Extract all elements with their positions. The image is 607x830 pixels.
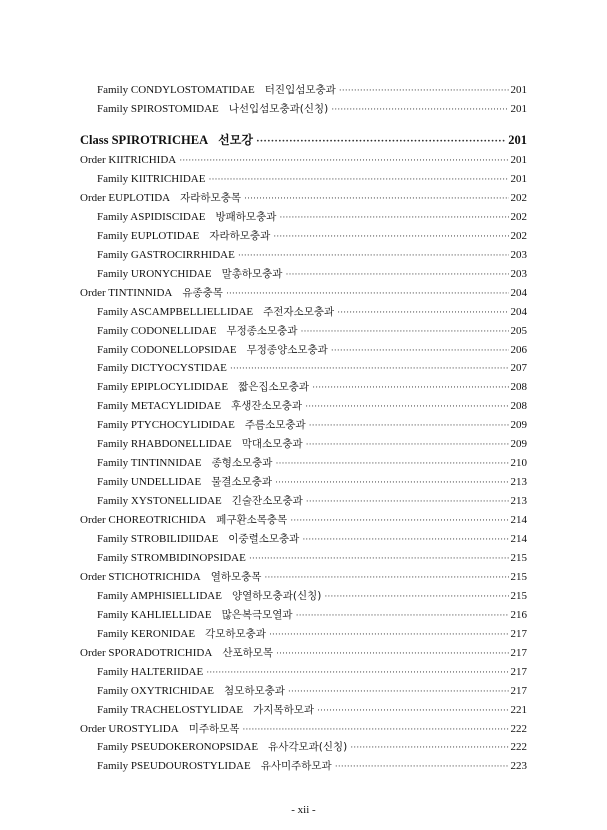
dot-leader [230, 361, 509, 375]
toc-entry-family[interactable] [97, 684, 527, 698]
dot-leader [306, 494, 509, 508]
page-number: 210 [510, 457, 527, 470]
page-number: 217 [510, 684, 527, 697]
dot-leader [249, 551, 509, 565]
page-number: 214 [510, 533, 527, 545]
toc-entry-order[interactable] [80, 570, 527, 584]
taxon-latin-name: Order TINTINNIDA [80, 286, 173, 299]
dot-leader [288, 684, 509, 698]
page-number: 209 [510, 419, 527, 432]
taxon-latin-name: Family RHABDONELLIDAE [97, 438, 232, 451]
taxon-korean-name: 산포하모목 [222, 646, 274, 659]
taxon-korean-name: 후생잔소모충과 [231, 400, 303, 413]
page-number: 216 [510, 608, 527, 621]
taxon-korean-name: 유종충목 [182, 286, 223, 299]
toc-entry-title [97, 759, 332, 773]
toc-entry-title [97, 343, 328, 357]
toc-entry-title [97, 551, 246, 565]
toc-entry-title [97, 608, 293, 622]
page-number: 213 [510, 495, 527, 508]
dot-leader [275, 475, 508, 489]
dot-leader [279, 210, 508, 224]
dot-leader [302, 532, 508, 546]
taxon-latin-name: Family UNDELLIDAE [97, 476, 202, 489]
page-number: 222 [510, 722, 527, 735]
dot-leader [309, 418, 509, 432]
dot-leader [275, 456, 508, 470]
toc-entry-family[interactable] [97, 759, 527, 773]
page-number: 221 [510, 703, 527, 716]
page-number: 209 [510, 438, 527, 451]
toc-entry-title [97, 740, 347, 754]
taxon-latin-name: Family GASTROCIRRHIDAE [97, 248, 235, 261]
page-number: 201 [510, 154, 527, 166]
page-number: 203 [510, 267, 527, 280]
taxon-latin-name: Family SPIROSTOMIDAE [97, 103, 219, 115]
taxon-latin-name: Family XYSTONELLIDAE [97, 495, 222, 508]
toc-entry-family[interactable] [97, 551, 527, 565]
toc-entry-title [97, 229, 270, 243]
toc-entry-title [97, 456, 272, 470]
taxon-korean-name: 많은복극모열과 [221, 608, 293, 621]
dot-leader [300, 324, 508, 338]
toc-entry-title [97, 627, 266, 641]
taxon-korean-name: 각모하모충과 [205, 627, 266, 640]
page-number: 205 [510, 324, 527, 337]
taxon-latin-name: Family EPIPLOCYLIDIDAE [97, 381, 229, 394]
taxon-korean-name: 자라하모충과 [209, 229, 271, 242]
dot-leader [317, 703, 508, 717]
taxon-latin-name: Family PSEUDOUROSTYLIDAE [97, 760, 251, 773]
taxon-korean-name: 짧은집소모충과 [238, 381, 310, 394]
toc-entry-order[interactable] [80, 722, 527, 736]
taxon-latin-name: Family EUPLOTIDAE [97, 229, 200, 242]
toc-entry-title [97, 324, 297, 338]
toc-entry-title [97, 589, 321, 603]
dot-leader [179, 153, 508, 167]
taxon-latin-name: Family CODONELLIDAE [97, 324, 217, 337]
taxon-korean-name: 종형소모충과 [211, 457, 273, 470]
page-footer: - xii - [291, 804, 316, 816]
taxon-korean-name: 열하모충목 [210, 570, 262, 583]
taxon-latin-name: Order STICHOTRICHIDA [80, 570, 201, 583]
page-number: 201 [510, 103, 527, 115]
taxon-korean-name: 무정종양소모충과 [246, 343, 328, 356]
toc-entry-title [97, 532, 299, 546]
toc-entry-family[interactable] [97, 361, 527, 375]
page-number: 217 [510, 627, 527, 640]
taxon-korean-name: 유사미주하모과 [260, 760, 332, 773]
dot-leader [285, 267, 508, 281]
toc-entry-family[interactable] [97, 475, 527, 489]
taxon-latin-name: Family PTYCHOCYLIDIDAE [97, 419, 235, 432]
page-number: 207 [510, 362, 527, 375]
taxon-latin-name: Family KERONIDAE [97, 627, 196, 640]
toc-entry-family[interactable] [97, 399, 527, 413]
taxon-latin-name: Order UROSTYLIDA [80, 722, 179, 735]
taxon-latin-name: Family URONYCHIDAE [97, 267, 212, 280]
taxon-latin-name: Family ASCAMPBELLIELLIDAE [97, 305, 254, 318]
toc-entry-title [80, 286, 223, 300]
taxon-korean-name: 유사각모과(신칭) [268, 741, 348, 754]
taxon-latin-name: Order KIITRICHIDA [80, 154, 177, 166]
taxon-latin-name: Family OXYTRICHIDAE [97, 684, 215, 697]
dot-leader [206, 665, 508, 679]
toc-entry-title [80, 153, 176, 167]
page-number: 215 [510, 551, 527, 564]
page-number: 223 [510, 760, 527, 773]
toc-entry-title [80, 191, 241, 205]
dot-leader [324, 589, 508, 603]
toc-entry-family[interactable] [97, 665, 527, 679]
taxon-latin-name: Family AMPHISIELLIDAE [97, 589, 222, 602]
toc-entry-family[interactable] [97, 324, 527, 338]
dot-leader [264, 570, 508, 584]
toc-entry-order[interactable] [80, 153, 527, 167]
dot-leader [244, 191, 509, 205]
taxon-korean-name: 이중렬소모충과 [228, 533, 300, 545]
toc-entry-order[interactable] [80, 191, 527, 205]
dot-leader [276, 646, 508, 660]
taxon-latin-name: Family STROMBIDINOPSIDAE [97, 551, 246, 564]
taxon-korean-name: 터진입섬모충과 [264, 84, 336, 96]
toc-entry-family[interactable] [97, 380, 527, 394]
toc-entry-title [97, 83, 336, 97]
taxon-latin-name: Family TRACHELOSTYLIDAE [97, 703, 244, 716]
taxon-korean-name: 가지목하모과 [253, 703, 315, 716]
page-number: 217 [510, 646, 527, 659]
page-number: 201 [510, 172, 527, 185]
page-number: 208 [510, 400, 527, 413]
taxon-korean-name: 주름소모충과 [244, 419, 306, 432]
dot-leader [350, 740, 508, 754]
toc-entry-title [97, 475, 272, 489]
page-number: 202 [510, 229, 527, 242]
dot-leader [208, 172, 508, 186]
page-number: 204 [510, 305, 527, 318]
toc-entry-title [97, 684, 285, 698]
toc-entry-title [80, 133, 253, 147]
toc-entry-family[interactable] [97, 418, 527, 432]
toc-entry-title [97, 418, 306, 432]
toc-entry-title [80, 570, 261, 584]
taxon-latin-name: Family KIITRICHIDAE [97, 172, 206, 185]
toc-entry-title [97, 703, 314, 717]
page-number: 215 [510, 570, 527, 583]
page-number: 204 [510, 286, 527, 299]
page-number: 206 [510, 343, 527, 356]
taxon-korean-name: 자라하모충목 [180, 191, 241, 204]
page-number: 201 [508, 133, 527, 147]
toc-entry-family[interactable] [97, 83, 527, 97]
dot-leader [331, 343, 509, 357]
page-number: 213 [510, 476, 527, 489]
taxon-korean-name: 막대소모충과 [241, 438, 303, 451]
taxon-latin-name: Family METACYLIDIDAE [97, 400, 222, 413]
dot-leader [305, 399, 508, 413]
toc-entry-class[interactable] [80, 133, 527, 148]
taxon-latin-name: Family ASPIDISCIDAE [97, 210, 206, 223]
page-number: 203 [510, 248, 527, 261]
toc-entry-family[interactable] [97, 532, 527, 546]
taxon-latin-name: Family KAHLIELLIDAE [97, 608, 212, 621]
taxon-latin-name: Order SPORADOTRICHIDA [80, 646, 213, 659]
toc-entry-title [97, 380, 309, 394]
toc-entry-family[interactable] [97, 608, 527, 622]
dot-leader [335, 759, 509, 773]
taxon-latin-name: Family STROBILIDIIDAE [97, 533, 219, 545]
taxon-latin-name: Order EUPLOTIDA [80, 191, 171, 204]
taxon-latin-name: Class SPIROTRICHEA [80, 133, 209, 147]
toc-entry-family[interactable] [97, 248, 527, 262]
page-number: 202 [510, 191, 527, 204]
toc-entry-title [97, 305, 334, 319]
toc-entry-title [97, 102, 328, 116]
toc-entry-order[interactable] [80, 513, 527, 527]
dot-leader [269, 627, 509, 641]
dot-leader [312, 380, 508, 394]
taxon-korean-name: 선모강 [218, 133, 253, 147]
taxon-latin-name: Order CHOREOTRICHIDA [80, 514, 207, 527]
toc-entry-family[interactable] [97, 703, 527, 717]
page-number: 215 [510, 589, 527, 602]
page-number: 208 [510, 381, 527, 394]
taxon-korean-name: 말총하모충과 [221, 267, 283, 280]
taxon-korean-name: 페구환소목충목 [216, 514, 288, 527]
toc-entry-title [97, 248, 235, 262]
toc-entry-family[interactable] [97, 102, 527, 116]
toc-entry-family[interactable] [97, 343, 527, 357]
taxon-korean-name: 긴술잔소모충과 [231, 495, 303, 508]
dot-leader [238, 248, 509, 262]
toc-entry-family[interactable] [97, 494, 527, 508]
dot-leader [256, 134, 506, 148]
taxon-korean-name: 첨모하모충과 [224, 684, 285, 697]
toc-entry-family[interactable] [97, 267, 527, 281]
toc-entry-family[interactable] [97, 589, 527, 603]
toc-entry-family[interactable] [97, 627, 527, 641]
toc-entry-order[interactable] [80, 286, 527, 300]
page-number: 202 [510, 210, 527, 223]
taxon-korean-name: 미주하모목 [188, 722, 240, 735]
taxon-latin-name: Family CODONELLOPSIDAE [97, 343, 237, 356]
taxon-latin-name: Family CONDYLOSTOMATIDAE [97, 84, 255, 96]
toc-entry-family[interactable] [97, 305, 527, 319]
toc-entry-title [80, 722, 239, 736]
dot-leader [339, 83, 509, 97]
taxon-korean-name: 물결소모충과 [211, 476, 273, 489]
toc-entry-title [97, 437, 303, 451]
toc-entry-title [97, 267, 282, 281]
taxon-korean-name: 주전자소모충과 [263, 305, 335, 318]
toc-entry-family[interactable] [97, 229, 527, 243]
page-number: 201 [510, 84, 527, 96]
page-number: 217 [510, 665, 527, 678]
toc-entry-title [97, 361, 227, 375]
taxon-latin-name: Family HALTERIIDAE [97, 665, 204, 678]
dot-leader [273, 229, 508, 243]
toc-entry-title [97, 399, 302, 413]
dot-leader [337, 305, 508, 319]
toc-entry-title [97, 172, 205, 186]
taxon-korean-name: 무정종소모충과 [226, 324, 298, 337]
toc-entry-title [80, 646, 273, 660]
toc-entry-title [80, 513, 287, 527]
toc-entry-family[interactable] [97, 456, 527, 470]
page-number: 222 [510, 741, 527, 754]
taxon-latin-name: Family TINTINNIDAE [97, 457, 202, 470]
toc-entry-title [97, 665, 203, 679]
toc-entry-title [97, 494, 303, 508]
toc-entry-title [97, 210, 276, 224]
dot-leader [331, 102, 508, 116]
taxon-korean-name: 방패하모충과 [215, 210, 277, 223]
page-number: 214 [510, 514, 527, 527]
taxon-latin-name: Family DICTYOCYSTIDAE [97, 362, 227, 375]
taxon-latin-name: Family PSEUDOKERONOPSIDAE [97, 741, 259, 754]
dot-leader [242, 722, 508, 736]
dot-leader [296, 608, 509, 622]
dot-leader [290, 513, 508, 527]
dot-leader [306, 437, 509, 451]
toc-entry-order[interactable] [80, 646, 527, 660]
toc-entry-family[interactable] [97, 740, 527, 754]
dot-leader [226, 286, 509, 300]
taxon-korean-name: 나선입섬모충과(신칭) [228, 103, 329, 115]
taxon-korean-name: 양열하모충과(신칭) [231, 589, 322, 602]
toc-entry-family[interactable] [97, 172, 527, 186]
toc-entry-family[interactable] [97, 437, 527, 451]
toc-entry-family[interactable] [97, 210, 527, 224]
